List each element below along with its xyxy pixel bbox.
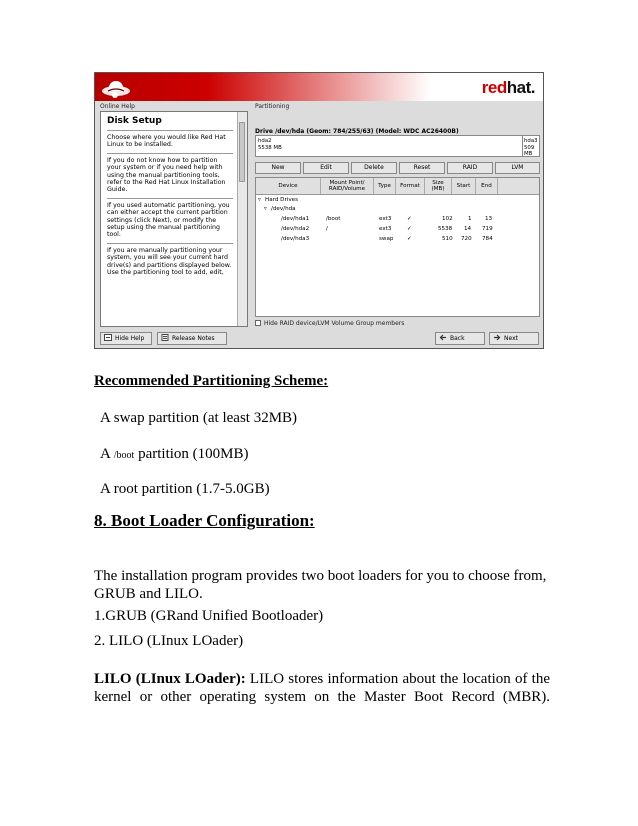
- tree-row[interactable]: [256, 196, 539, 205]
- table-row[interactable]: [256, 215, 539, 224]
- boot-suffix: partition (100MB): [134, 446, 249, 462]
- hide-help-label: Hide Help: [115, 335, 145, 342]
- divider: [107, 198, 233, 199]
- intro-line-2: GRUB and LILO.: [94, 586, 203, 602]
- redhat-brand: redhat.: [481, 78, 535, 97]
- section-8-heading: 8. Boot Loader Configuration:: [94, 511, 315, 530]
- reset-button[interactable]: Reset: [399, 162, 445, 174]
- help-paragraph: Choose where you would like Red Hat Linux to be installed.: [107, 134, 226, 149]
- start-cell: 14: [464, 226, 472, 232]
- type-cell: swap: [379, 236, 394, 242]
- column-header[interactable]: Device: [256, 178, 321, 194]
- segment-name: hda2: [258, 138, 272, 144]
- installer-screenshot: [94, 72, 544, 349]
- recommended-heading: Recommended Partitioning Scheme:: [94, 373, 329, 389]
- end-cell: 719: [482, 226, 493, 232]
- table-row[interactable]: [256, 225, 539, 234]
- lvm-button[interactable]: LVM: [495, 162, 540, 174]
- drive-map: [255, 135, 540, 157]
- device-cell: /dev/hda2: [281, 226, 310, 232]
- end-cell: 13: [485, 216, 493, 222]
- release-notes-button[interactable]: [157, 332, 227, 345]
- swap-line: A swap partition (at least 32MB): [100, 410, 298, 426]
- back-button[interactable]: [435, 332, 485, 345]
- format-check-icon: ✓: [407, 226, 412, 232]
- size-cell: 510: [442, 236, 453, 242]
- list-item-grub: 1.GRUB (GRand Unified Bootloader): [94, 608, 324, 624]
- help-scrollbar[interactable]: [237, 112, 247, 326]
- tree-label: Hard Drives: [265, 197, 298, 203]
- list-item-lilo: 2. LILO (LInux LOader): [94, 633, 244, 649]
- online-help-label: Online Help: [100, 103, 135, 110]
- tree-expander-icon[interactable]: ▿: [264, 206, 267, 212]
- column-header[interactable]: End: [476, 178, 498, 194]
- intro-line-1: The installation program provides two boot loaders for you to choose from,: [94, 568, 547, 584]
- column-header[interactable]: Mount Point/ RAID/Volume: [321, 178, 374, 194]
- column-header[interactable]: Type: [374, 178, 396, 194]
- divider: [107, 153, 233, 154]
- release-notes-label: Release Notes: [172, 335, 215, 342]
- boot-code: /boot: [113, 450, 135, 461]
- raid-button[interactable]: RAID: [447, 162, 493, 174]
- next-label: Next: [504, 335, 518, 342]
- next-arrow-icon: [493, 334, 501, 341]
- root-line: A root partition (1.7-5.0GB): [100, 481, 270, 497]
- notes-icon: [161, 334, 169, 341]
- table-header: [256, 178, 539, 195]
- device-cell: /dev/hda3: [281, 236, 310, 242]
- drive-info: Drive /dev/hda (Geom: 784/255/63) (Model: WDC AC26400B): [255, 128, 459, 135]
- start-cell: 720: [461, 236, 472, 242]
- size-cell: 102: [442, 216, 453, 222]
- mount-cell: /boot: [326, 216, 341, 222]
- column-header[interactable]: Format: [396, 178, 425, 194]
- divider: [107, 130, 233, 131]
- segment-size: 5538 MB: [258, 145, 282, 151]
- help-paragraph: If you used automatic partitioning, you can either accept the current partition settings (click Next), or modify the setup using the manual partitioning tool.: [107, 201, 230, 239]
- lilo-line-1: [94, 670, 550, 688]
- help-title: Disk Setup: [107, 116, 162, 126]
- lilo-term: LILO (LInux LOader):: [94, 671, 246, 687]
- hide-help-button[interactable]: [100, 332, 152, 345]
- segment-size: 509 MB: [524, 145, 535, 157]
- tree-expander-icon[interactable]: ▿: [258, 197, 261, 203]
- lilo-description: LILO stores information about the location of the: [245, 671, 550, 687]
- column-header[interactable]: Start: [452, 178, 476, 194]
- format-check-icon: ✓: [407, 236, 412, 242]
- start-cell: 1: [468, 216, 472, 222]
- edit-button[interactable]: Edit: [303, 162, 349, 174]
- tree-row[interactable]: [256, 205, 539, 214]
- hide-raid-label: Hide RAID device/LVM Volume Group members: [264, 320, 405, 327]
- column-header[interactable]: Size (MB): [425, 178, 452, 194]
- lilo-line-2: kernel or other operating system on the Master Boot Record (MBR).: [94, 689, 550, 705]
- help-panel: [100, 111, 248, 327]
- divider: [107, 243, 233, 244]
- back-arrow-icon: [439, 334, 447, 341]
- hide-raid-checkbox[interactable]: [255, 320, 261, 326]
- delete-button[interactable]: Delete: [351, 162, 397, 174]
- table-row[interactable]: [256, 235, 539, 244]
- shadowman-logo-icon: [101, 77, 131, 99]
- type-cell: ext3: [379, 216, 392, 222]
- type-cell: ext3: [379, 226, 392, 232]
- next-button[interactable]: [489, 332, 539, 345]
- partition-table: [255, 177, 540, 317]
- size-cell: 5538: [438, 226, 453, 232]
- help-paragraph: If you do not know how to partition your system or if you need help with using the manual partitioning tools, refer to the Red Hat Linux Installation Guide.: [107, 156, 226, 194]
- partition-toolbar: [255, 162, 540, 174]
- tree-label: /dev/hda: [271, 206, 296, 212]
- format-check-icon: ✓: [407, 216, 412, 222]
- boot-line: [100, 445, 248, 465]
- boot-prefix: A: [100, 446, 114, 462]
- device-cell: /dev/hda1: [281, 216, 310, 222]
- back-label: Back: [450, 335, 465, 342]
- help-icon: [104, 334, 112, 341]
- partitioning-label: Partitioning: [255, 103, 290, 110]
- segment-name: hda3: [524, 138, 538, 144]
- new-button[interactable]: New: [255, 162, 301, 174]
- segment-divider: [522, 136, 523, 156]
- scrollbar-thumb[interactable]: [239, 122, 245, 182]
- redhat-header: [95, 73, 543, 101]
- help-paragraph: If you are manually partitioning your system, you will see your current hard drive(s) and partitions displayed below. Use the partitioning tool to add, edit,: [107, 246, 232, 277]
- mount-cell: /: [326, 226, 328, 232]
- end-cell: 784: [482, 236, 493, 242]
